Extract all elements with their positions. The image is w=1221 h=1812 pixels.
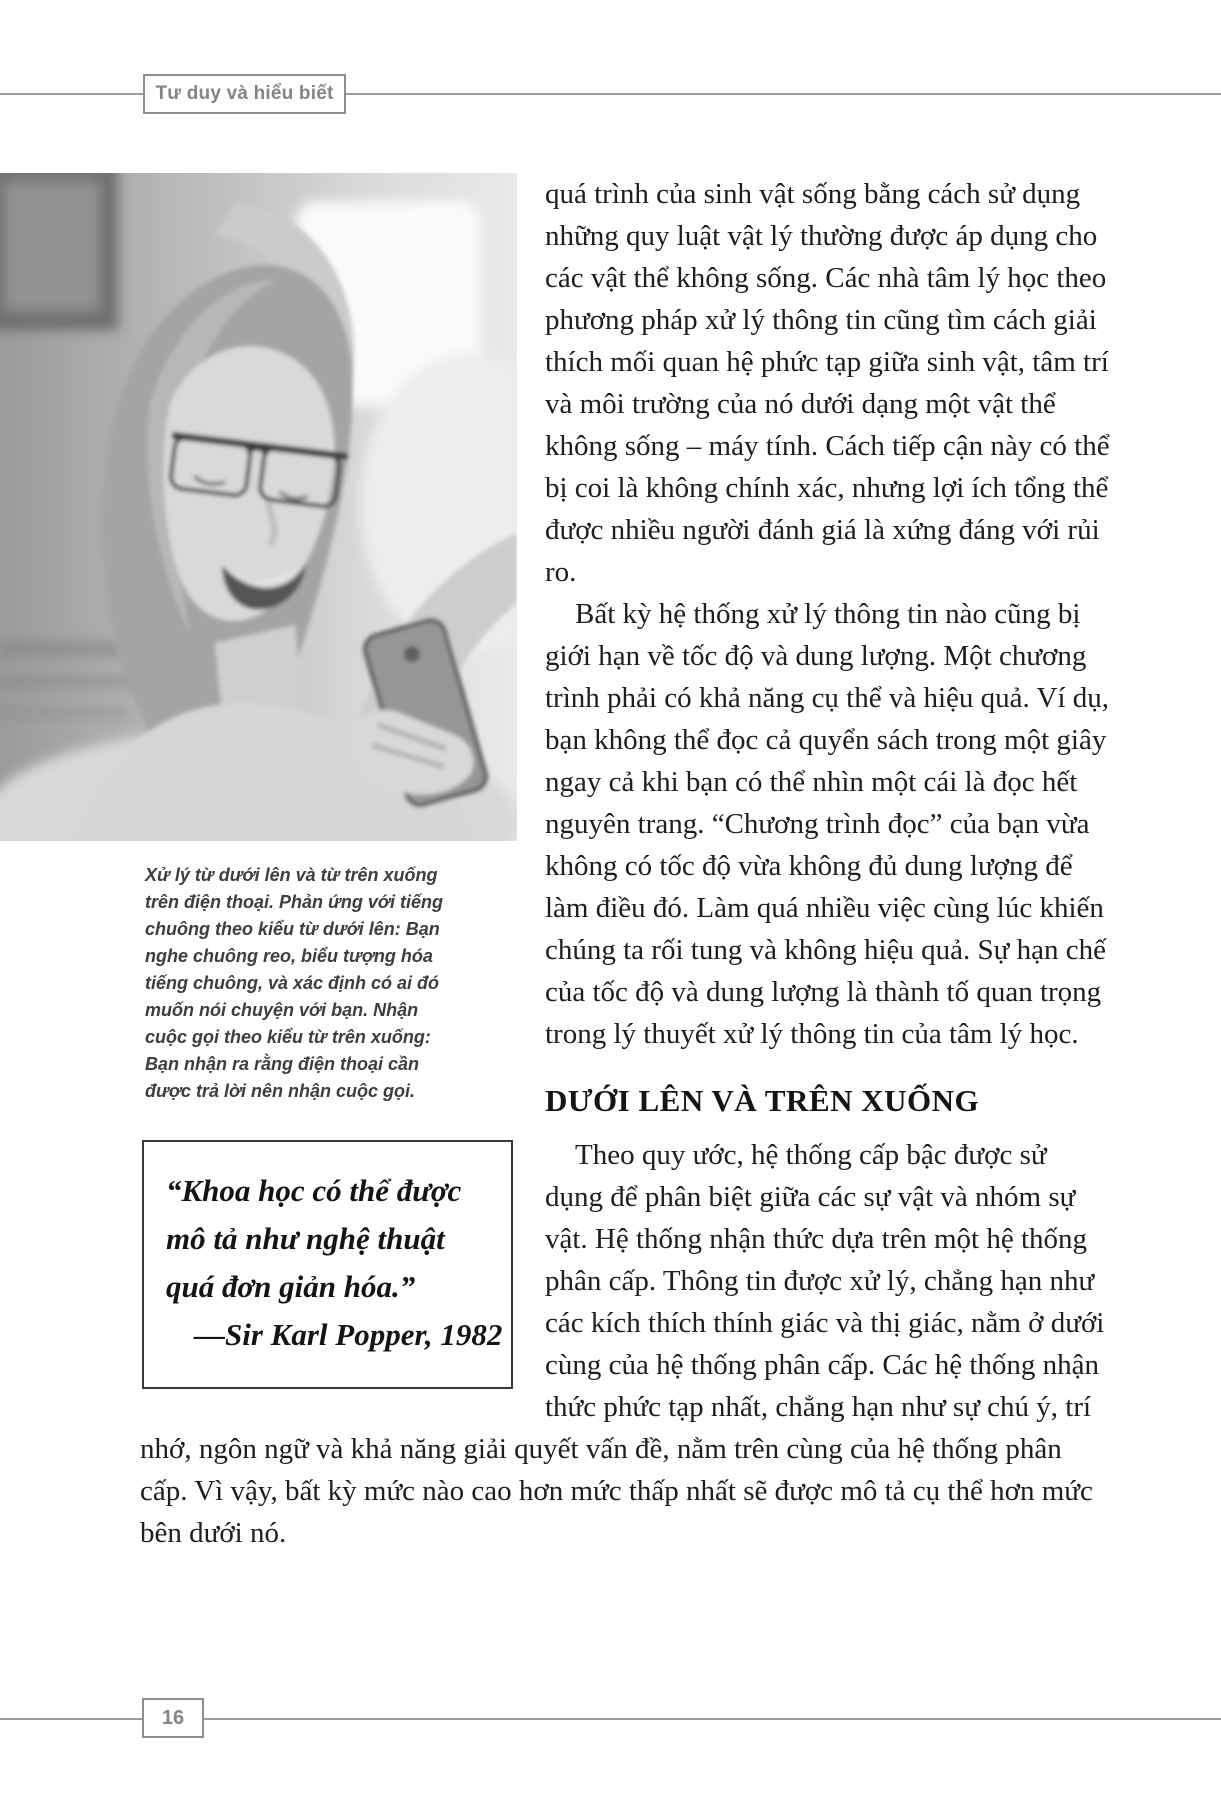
page-number: 16 <box>161 1706 185 1729</box>
pull-quote-box <box>142 1140 513 1389</box>
pull-quote-attribution: —Sir Karl Popper, 1982 <box>194 1317 503 1352</box>
media-rail <box>0 173 517 1389</box>
chapter-label: Tư duy và hiểu biết <box>155 83 334 104</box>
chapter-label-box <box>143 74 346 114</box>
section-paragraph: Theo quy ước, hệ thống cấp bậc được sử dụng để phân biệt giữa các sự vật và nhóm sự vật. Hệ thống nhận thức dựa trên một hệ thống phân cấp. Thông tin được xử lý, chẳng hạn như các kích thích thính giác và thị giác, nằm ở dưới cùng của hệ thống phân cấp. Các hệ thống nhận thức phức tạp nhất, chẳng hạn như sự chú ý, trí nhớ, ngôn ngữ và khả năng giải quyết vấn đề, nằm trên cùng của hệ thống phân cấp. Vì vậy, bất kỳ mức nào cao hơn mức thấp nhất sẽ được mô tả cụ thể hơn mức bên dưới nó. <box>140 1139 1105 1549</box>
figure-caption: Xử lý từ dưới lên và từ trên xuống trên điện thoại. Phản ứng với tiếng chuông theo kiểu từ dưới lên: Bạn nghe chuông reo, biểu tượng hóa tiếng chuông, và xác định có ai đó muốn nói chuyện với bạn. Nhận cuộc gọi theo kiểu từ trên xuống: Bạn nhận ra rằng điện thoại cần được trả lời nên nhận cuộc gọi. <box>145 865 443 1101</box>
section-heading: DƯỚI LÊN VÀ TRÊN XUỐNG <box>545 1083 980 1118</box>
article-photo <box>0 173 517 841</box>
paragraph-continued: quá trình của sinh vật sống bằng cách sử dụng những quy luật vật lý thường được áp dụng cho các vật thể không sống. Các nhà tâm lý học theo phương pháp xử lý thông tin cũng tìm cách giải thích mối quan hệ phức tạp giữa sinh vật, tâm trí và môi trường của nó dưới dạng một vật thể không sống – máy tính. Cách tiếp cận này có thể bị coi là không chính xác, nhưng lợi ích tổng thể được nhiều người đánh giá là xứng đáng với rủi ro. <box>545 178 1110 588</box>
article <box>0 173 1221 1554</box>
paragraph-2: Bất kỳ hệ thống xử lý thông tin nào cũng bị giới hạn về tốc độ và dung lượng. Một chương trình phải có khả năng cụ thể và hiệu quả. Ví dụ, bạn không thể đọc cả quyển sách trong một giây ngay cả khi bạn có thể nhìn một cái là đọc hết nguyên trang. “Chương trình đọc” của bạn vừa không có tốc độ vừa không đủ dung lượng để làm điều đó. Làm quá nhiều việc cùng lúc khiến chúng ta rối tung và không hiệu quả. Sự hạn chế của tốc độ và dung lượng là thành tố quan trọng trong lý thuyết xử lý thông tin của tâm lý học. <box>545 598 1110 1050</box>
pull-quote-text: “Khoa học có thể được mô tả như nghệ thuật quá đơn giản hóa.” <box>166 1173 462 1304</box>
page-number-box <box>142 1698 204 1738</box>
photo-woman-with-phone-illustration <box>0 173 517 841</box>
